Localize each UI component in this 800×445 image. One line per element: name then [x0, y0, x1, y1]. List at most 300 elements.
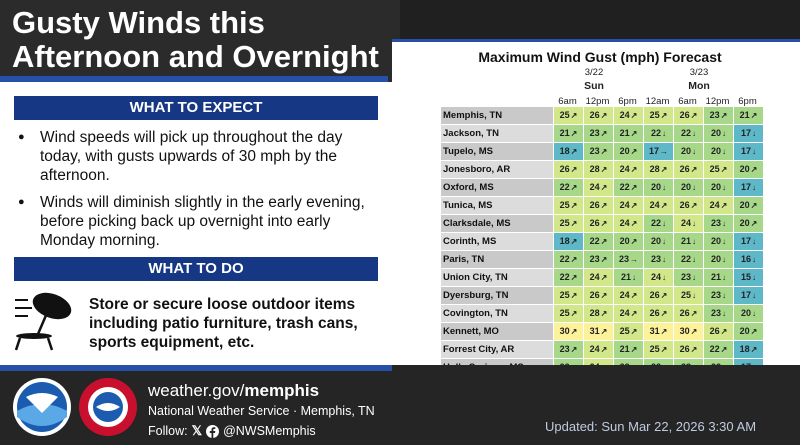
gust-value: 21 [619, 128, 630, 138]
wind-direction-icon: ↗ [570, 201, 578, 210]
wind-direction-icon: ↗ [690, 201, 698, 210]
wind-direction-icon: ↗ [600, 255, 608, 264]
gust-value: 24 [709, 200, 720, 210]
wind-direction-icon: ↓ [692, 255, 696, 264]
gust-cell [584, 251, 613, 268]
gust-value: 26 [589, 218, 600, 228]
gust-value: 22 [559, 272, 570, 282]
gust-cell [674, 107, 703, 124]
wind-direction-icon: ↓ [752, 309, 756, 318]
gust-cell [644, 197, 673, 214]
gust-value: 20 [650, 182, 661, 192]
gust-value: 25 [559, 200, 570, 210]
gust-cell [554, 125, 583, 142]
wind-direction-icon: ↗ [630, 219, 638, 228]
city-label: Kennett, MO [441, 323, 553, 340]
wind-direction-icon: ↓ [662, 237, 666, 246]
wind-direction-icon: ↗ [720, 201, 728, 210]
gust-value: 20 [710, 146, 721, 156]
wind-direction-icon: ↓ [722, 309, 726, 318]
gust-value: 24 [589, 272, 600, 282]
todo-instructions: Store or secure loose outdoor items including patio furniture, trash cans, sports equipment, etc. [89, 296, 358, 351]
gust-cell [704, 251, 733, 268]
gust-value: 26 [589, 110, 600, 120]
wind-direction-icon: ↗ [720, 327, 728, 336]
wind-direction-icon: ↗ [750, 165, 758, 174]
wind-direction-icon: ↗ [690, 309, 698, 318]
gust-cell [704, 215, 733, 232]
gust-cell [614, 197, 643, 214]
wind-direction-icon: ↗ [690, 165, 698, 174]
gust-cell [614, 215, 643, 232]
bullet-item: ● Winds will diminish slightly in the early evening, before picking back up overnight into early Monday morning. [14, 193, 374, 250]
forecast-table [441, 107, 763, 395]
gust-value: 22 [589, 236, 600, 246]
wind-direction-icon: ↗ [600, 273, 608, 282]
wind-direction-icon: ↗ [690, 111, 698, 120]
gust-cell [734, 305, 763, 322]
time-label: 6am [558, 96, 577, 107]
gust-cell [614, 269, 643, 286]
wind-direction-icon: ↗ [570, 255, 578, 264]
gust-value: 23 [589, 128, 600, 138]
city-label: Covington, TN [441, 305, 553, 322]
gust-cell [614, 107, 643, 124]
gust-value: 23 [618, 254, 629, 264]
gust-value: 20 [739, 218, 750, 228]
wind-direction-icon: ↗ [600, 309, 608, 318]
city-label: Jonesboro, AR [441, 161, 553, 178]
gust-cell [614, 233, 643, 250]
wind-direction-icon: ↓ [722, 147, 726, 156]
wind-direction-icon: ↗ [660, 201, 668, 210]
gust-cell [644, 269, 673, 286]
follow-label: Follow: [148, 424, 188, 438]
gust-value: 24 [589, 344, 600, 354]
wind-direction-icon: ↗ [660, 327, 668, 336]
gust-cell [674, 179, 703, 196]
gust-cell [644, 341, 673, 358]
gust-value: 23 [559, 344, 570, 354]
gust-cell [554, 251, 583, 268]
gust-value: 17 [648, 146, 659, 156]
gust-value: 23 [650, 254, 661, 264]
table-row [441, 107, 763, 124]
gust-cell [614, 179, 643, 196]
wind-direction-icon: ↗ [600, 147, 608, 156]
time-label: 12am [645, 96, 670, 107]
city-label: Tupelo, MS [441, 143, 553, 160]
wind-direction-icon: ↗ [630, 183, 638, 192]
gust-value: 22 [650, 128, 661, 138]
gust-cell [614, 161, 643, 178]
wind-direction-icon: ↗ [600, 165, 608, 174]
gust-cell [734, 323, 763, 340]
gust-value: 26 [679, 308, 690, 318]
gust-cell [734, 251, 763, 268]
gust-cell [584, 107, 613, 124]
gust-value: 24 [619, 200, 630, 210]
city-label: Dyersburg, TN [441, 287, 553, 304]
gust-value: 23 [710, 290, 721, 300]
wind-direction-icon: ↓ [662, 129, 666, 138]
gust-cell [584, 179, 613, 196]
gust-value: 20 [739, 164, 750, 174]
gust-value: 18 [559, 236, 570, 246]
gust-cell [704, 287, 733, 304]
wind-direction-icon: ↓ [722, 219, 726, 228]
time-label: 12pm [585, 96, 610, 107]
gust-cell [554, 197, 583, 214]
gust-cell [734, 287, 763, 304]
city-label: Clarksdale, MS [441, 215, 553, 232]
wind-direction-icon: ↓ [662, 219, 666, 228]
gust-value: 30 [679, 326, 690, 336]
gust-cell [734, 269, 763, 286]
gust-cell [644, 161, 673, 178]
gust-value: 23 [710, 308, 721, 318]
gust-value: 20 [710, 236, 721, 246]
social-handle[interactable]: @NWSMemphis [223, 424, 316, 438]
what-to-expect-header: WHAT TO EXPECT [14, 96, 378, 120]
wind-direction-icon: ↓ [692, 129, 696, 138]
wind-direction-icon: ↗ [750, 219, 758, 228]
wind-direction-icon: ↓ [692, 237, 696, 246]
gust-value: 18 [559, 146, 570, 156]
wind-direction-icon: ↗ [690, 345, 698, 354]
wind-direction-icon: ↓ [692, 273, 696, 282]
wind-direction-icon: ↗ [630, 147, 638, 156]
gust-value: 24 [619, 308, 630, 318]
gust-value: 30 [559, 326, 570, 336]
gust-value: 24 [589, 182, 600, 192]
gust-value: 26 [649, 308, 660, 318]
wind-direction-icon: ↗ [600, 219, 608, 228]
gust-value: 22 [709, 344, 720, 354]
gust-cell [674, 341, 703, 358]
wind-direction-icon: ↗ [570, 165, 578, 174]
gust-value: 23 [709, 110, 720, 120]
gust-cell [704, 269, 733, 286]
date-label: 3/22 [584, 67, 604, 78]
wind-direction-icon: ↗ [750, 111, 758, 120]
wind-direction-icon: ↗ [570, 273, 578, 282]
gust-value: 20 [740, 308, 751, 318]
wind-direction-icon: ↗ [630, 327, 638, 336]
table-row [441, 287, 763, 304]
table-row [441, 143, 763, 160]
gust-cell [584, 305, 613, 322]
what-to-do-header: WHAT TO DO [14, 257, 378, 281]
gust-value: 20 [680, 182, 691, 192]
gust-value: 26 [679, 110, 690, 120]
wind-direction-icon: ↓ [752, 147, 756, 156]
gust-value: 26 [709, 326, 720, 336]
wind-direction-icon: ↓ [722, 183, 726, 192]
gust-cell [554, 161, 583, 178]
wind-direction-icon: ↓ [662, 183, 666, 192]
gust-cell [644, 305, 673, 322]
wind-direction-icon: ↗ [660, 165, 668, 174]
wind-direction-icon: ↓ [752, 237, 756, 246]
forecast-title: Maximum Wind Gust (mph) Forecast [478, 49, 722, 65]
gust-cell [584, 215, 613, 232]
table-row [441, 197, 763, 214]
wind-direction-icon: ↓ [692, 147, 696, 156]
gust-cell [704, 107, 733, 124]
gust-cell [554, 323, 583, 340]
gust-cell [674, 323, 703, 340]
table-row [441, 269, 763, 286]
gust-cell [584, 143, 613, 160]
wind-direction-icon: → [630, 255, 638, 264]
gust-cell [614, 143, 643, 160]
wind-direction-icon: ↗ [570, 327, 578, 336]
wind-direction-icon: ↗ [630, 201, 638, 210]
gust-value: 20 [650, 236, 661, 246]
gust-cell [734, 143, 763, 160]
gust-cell [704, 233, 733, 250]
gust-value: 24 [619, 290, 630, 300]
gust-cell [734, 125, 763, 142]
gust-cell [644, 107, 673, 124]
x-icon[interactable]: 𝕏 [191, 423, 203, 438]
city-label: Union City, TN [441, 269, 553, 286]
wind-direction-icon: ↓ [722, 255, 726, 264]
wind-direction-icon: ↓ [722, 273, 726, 282]
wind-direction-icon: → [660, 147, 668, 156]
wind-direction-icon: ↗ [660, 345, 668, 354]
gust-value: 21 [559, 128, 570, 138]
expect-bullet-list [14, 128, 374, 258]
facebook-icon[interactable] [206, 425, 219, 438]
wind-direction-icon: ↗ [630, 237, 638, 246]
gust-value: 24 [650, 272, 661, 282]
wind-direction-icon: ↓ [692, 183, 696, 192]
wind-direction-icon: ↓ [752, 255, 756, 264]
wind-direction-icon: ↗ [600, 129, 608, 138]
gust-value: 24 [680, 218, 691, 228]
gust-value: 17 [740, 290, 751, 300]
wind-direction-icon: ↓ [752, 129, 756, 138]
city-label: Jackson, TN [441, 125, 553, 142]
gust-cell [674, 143, 703, 160]
gust-value: 17 [740, 236, 751, 246]
table-row [441, 305, 763, 322]
wind-direction-icon: ↗ [600, 327, 608, 336]
gust-cell [704, 197, 733, 214]
wind-direction-icon: ↗ [690, 327, 698, 336]
gust-value: 22 [680, 254, 691, 264]
gust-value: 17 [740, 128, 751, 138]
gust-value: 26 [679, 164, 690, 174]
gust-cell [674, 269, 703, 286]
gust-cell [704, 323, 733, 340]
table-row [441, 125, 763, 142]
gust-cell [614, 125, 643, 142]
gust-cell [584, 161, 613, 178]
gust-value: 25 [649, 344, 660, 354]
gust-value: 22 [680, 128, 691, 138]
gust-value: 25 [649, 110, 660, 120]
gust-value: 22 [650, 218, 661, 228]
wind-direction-icon: ↗ [570, 237, 578, 246]
gust-cell [734, 161, 763, 178]
gust-value: 20 [619, 236, 630, 246]
gust-value: 23 [589, 254, 600, 264]
table-row [441, 161, 763, 178]
wind-direction-icon: ↗ [720, 111, 728, 120]
wind-direction-icon: ↗ [720, 165, 728, 174]
gust-value: 20 [710, 254, 721, 264]
gust-cell [554, 107, 583, 124]
noaa-logo [12, 377, 72, 437]
gust-value: 26 [679, 200, 690, 210]
gust-cell [734, 197, 763, 214]
office-name: National Weather Service · Memphis, TN [148, 404, 375, 418]
table-row [441, 179, 763, 196]
updated-timestamp: Updated: Sun Mar 22, 2026 3:30 AM [545, 419, 757, 434]
wind-direction-icon: ↓ [662, 255, 666, 264]
gust-value: 25 [680, 290, 691, 300]
gust-cell [614, 287, 643, 304]
wind-direction-icon: ↗ [660, 291, 668, 300]
wind-direction-icon: ↗ [630, 309, 638, 318]
social-follow [148, 423, 316, 439]
wind-direction-icon: ↓ [692, 219, 696, 228]
wind-direction-icon: ↗ [570, 111, 578, 120]
city-label: Corinth, MS [441, 233, 553, 250]
gust-cell [584, 233, 613, 250]
wind-direction-icon: ↓ [632, 273, 636, 282]
gust-cell [584, 287, 613, 304]
gust-value: 17 [740, 182, 751, 192]
gust-cell [614, 305, 643, 322]
gust-value: 26 [589, 290, 600, 300]
gust-value: 22 [619, 182, 630, 192]
gust-cell [644, 233, 673, 250]
gust-value: 15 [740, 272, 751, 282]
gust-cell [734, 233, 763, 250]
gust-value: 25 [559, 290, 570, 300]
gust-value: 21 [680, 236, 691, 246]
gust-value: 24 [619, 164, 630, 174]
gust-cell [674, 305, 703, 322]
gust-value: 28 [589, 308, 600, 318]
gust-value: 26 [679, 344, 690, 354]
gust-cell [584, 323, 613, 340]
gust-value: 26 [649, 290, 660, 300]
gust-cell [674, 215, 703, 232]
day-label: Sun [584, 80, 604, 92]
wind-direction-icon: ↓ [722, 291, 726, 300]
gust-value: 21 [710, 272, 721, 282]
gust-cell [734, 107, 763, 124]
wind-direction-icon: ↗ [570, 345, 578, 354]
gust-cell [554, 269, 583, 286]
city-label: Memphis, TN [441, 107, 553, 124]
gust-value: 23 [680, 272, 691, 282]
wind-direction-icon: ↗ [720, 345, 728, 354]
gust-cell [614, 341, 643, 358]
gust-cell [644, 323, 673, 340]
gust-cell [554, 143, 583, 160]
wind-direction-icon: ↗ [660, 309, 668, 318]
gust-value: 25 [709, 164, 720, 174]
time-label: 6pm [618, 96, 637, 107]
gust-cell [704, 161, 733, 178]
gust-cell [644, 287, 673, 304]
gust-value: 25 [559, 218, 570, 228]
time-label: 6pm [738, 96, 757, 107]
wind-direction-icon: ↗ [750, 201, 758, 210]
gust-value: 20 [619, 146, 630, 156]
nws-logo [78, 377, 138, 437]
gust-value: 20 [680, 146, 691, 156]
city-label: Tunica, MS [441, 197, 553, 214]
city-label: Oxford, MS [441, 179, 553, 196]
gust-value: 31 [589, 326, 600, 336]
website-link[interactable]: weather.gov/memphis [148, 381, 320, 400]
wind-direction-icon: ↓ [752, 273, 756, 282]
gust-cell [704, 341, 733, 358]
gust-value: 26 [559, 164, 570, 174]
wind-direction-icon: ↓ [662, 273, 666, 282]
wind-direction-icon: ↓ [722, 129, 726, 138]
gust-value: 23 [589, 146, 600, 156]
wind-direction-icon: ↗ [570, 309, 578, 318]
wind-direction-icon: ↗ [630, 345, 638, 354]
gust-value: 20 [739, 326, 750, 336]
time-label: 12pm [705, 96, 730, 107]
gust-cell [674, 233, 703, 250]
gust-cell [674, 251, 703, 268]
day-label: Mon [688, 80, 710, 92]
gust-cell [584, 269, 613, 286]
gust-value: 21 [739, 110, 750, 120]
gust-cell [674, 125, 703, 142]
gust-cell [734, 215, 763, 232]
gust-value: 17 [740, 146, 751, 156]
bullet-item: ● Wind speeds will pick up throughout the day today, with gusts upwards of 30 mph by the afternoon. [14, 128, 374, 185]
wind-direction-icon: ↗ [600, 291, 608, 300]
gust-value: 20 [710, 128, 721, 138]
gust-value: 26 [589, 200, 600, 210]
gust-cell [644, 179, 673, 196]
gust-value: 25 [559, 308, 570, 318]
accent-stripe [0, 365, 392, 371]
gust-cell [614, 323, 643, 340]
wind-direction-icon: ↗ [630, 129, 638, 138]
gust-cell [734, 341, 763, 358]
gust-cell [644, 125, 673, 142]
gust-value: 28 [589, 164, 600, 174]
gust-value: 16 [740, 254, 751, 264]
gust-cell [554, 287, 583, 304]
table-row [441, 323, 763, 340]
wind-direction-icon: ↗ [600, 237, 608, 246]
gust-cell [554, 341, 583, 358]
gust-value: 25 [619, 326, 630, 336]
gust-value: 21 [620, 272, 631, 282]
gust-cell [704, 143, 733, 160]
gust-value: 24 [619, 218, 630, 228]
wind-direction-icon: ↗ [570, 291, 578, 300]
city-label: Paris, TN [441, 251, 553, 268]
time-label: 6am [678, 96, 697, 107]
gust-value: 24 [649, 200, 660, 210]
wind-direction-icon: ↓ [752, 183, 756, 192]
